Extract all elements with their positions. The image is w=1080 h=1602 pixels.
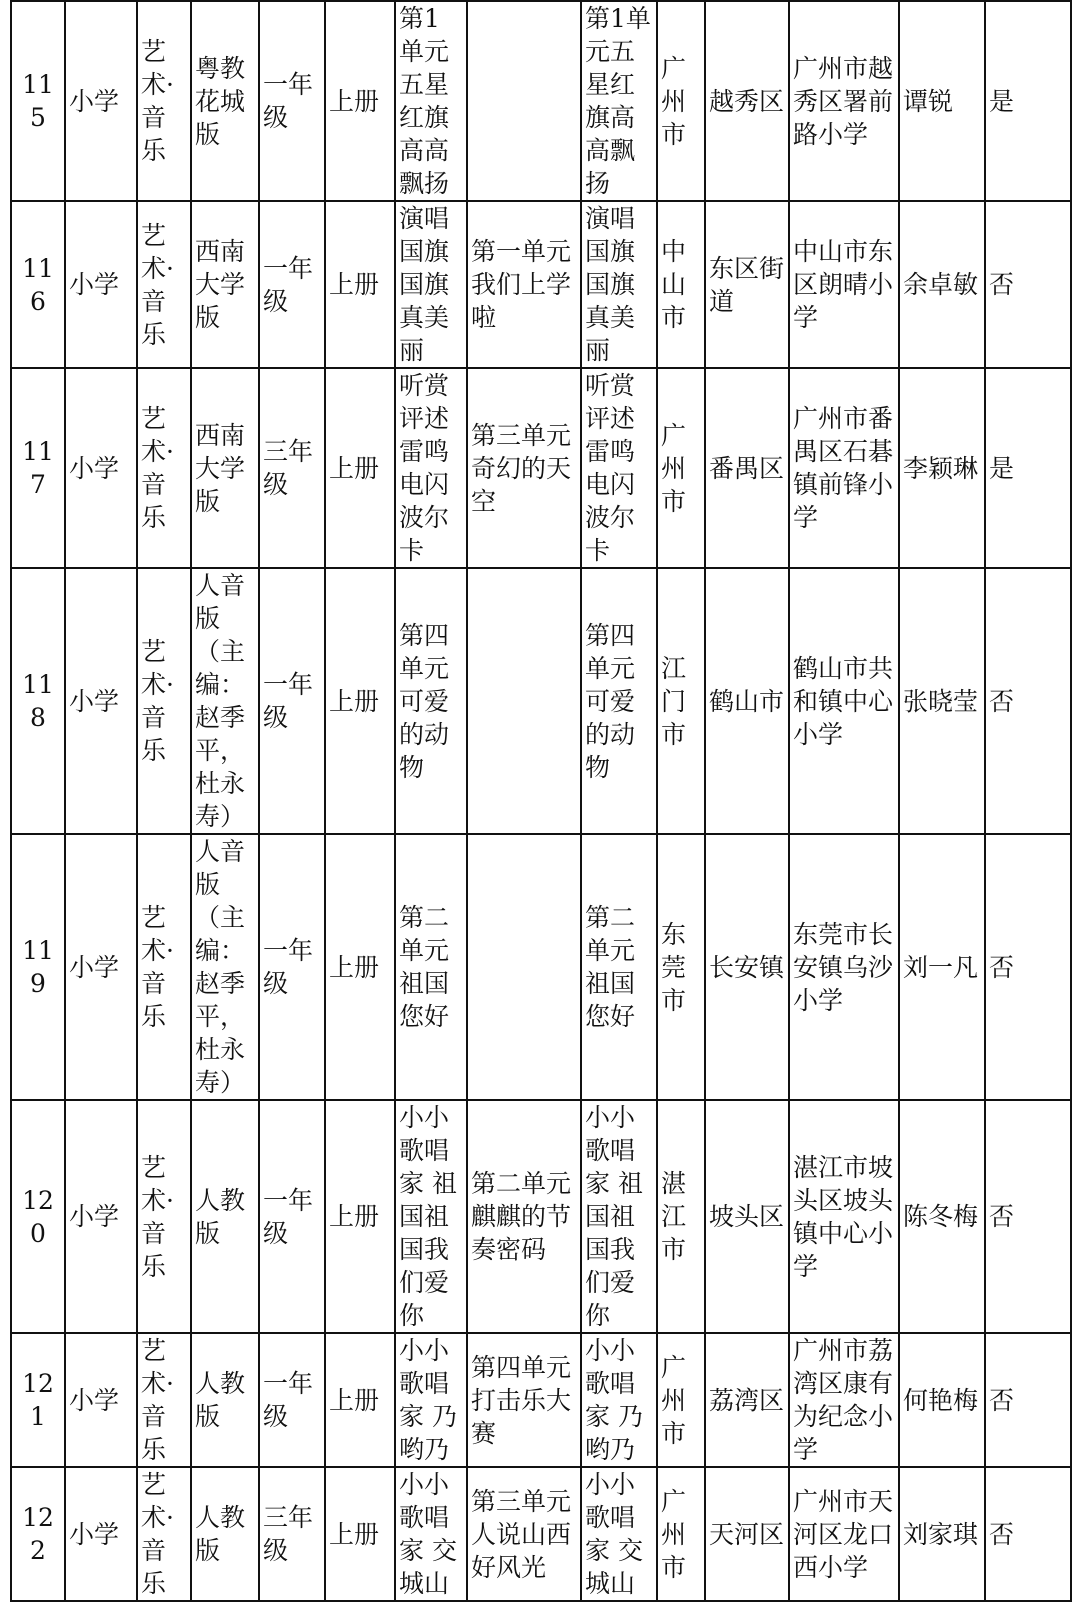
topic-cell: 演唱国旗国旗真美丽	[581, 201, 657, 368]
subject-cell: 艺术·音乐	[137, 834, 191, 1100]
textbook-version-cell: 粤教花城版	[191, 1, 259, 201]
subject-cell: 艺术·音乐	[137, 1467, 191, 1601]
textbook-version-cell: 人音版（主编：赵季平，杜永寿）	[191, 568, 259, 834]
flag-cell: 否	[985, 568, 1071, 834]
row-number-cell: 120	[11, 1100, 65, 1333]
teacher-cell: 陈冬梅	[899, 1100, 985, 1333]
topic-cell: 小小歌唱家 交城山	[581, 1467, 657, 1601]
row-number-cell: 122	[11, 1467, 65, 1601]
lesson-title-cell: 第四单元可爱的动物	[395, 568, 467, 834]
teacher-cell: 刘一凡	[899, 834, 985, 1100]
teacher-cell: 刘家琪	[899, 1467, 985, 1601]
unit-cell: 第三单元人说山西好风光	[467, 1467, 581, 1601]
school-level-cell: 小学	[65, 201, 137, 368]
flag-cell: 是	[985, 1, 1071, 201]
subject-cell: 艺术·音乐	[137, 1, 191, 201]
school-level-cell: 小学	[65, 1, 137, 201]
subject-cell: 艺术·音乐	[137, 1100, 191, 1333]
subject-cell: 艺术·音乐	[137, 201, 191, 368]
flag-cell: 否	[985, 1333, 1071, 1467]
city-cell: 广州市	[657, 1467, 705, 1601]
volume-cell: 上册	[325, 568, 395, 834]
table-body	[11, 1, 1071, 1601]
lesson-title-cell: 小小歌唱家 乃哟乃	[395, 1333, 467, 1467]
subject-cell: 艺术·音乐	[137, 368, 191, 568]
teacher-cell: 余卓敏	[899, 201, 985, 368]
school-cell: 广州市番禺区石碁镇前锋小学	[789, 368, 899, 568]
lesson-title-cell: 小小歌唱家 祖国祖国我们爱你	[395, 1100, 467, 1333]
textbook-version-cell: 西南大学版	[191, 368, 259, 568]
row-number-cell: 115	[11, 1, 65, 201]
city-cell: 江门市	[657, 568, 705, 834]
flag-cell: 否	[985, 201, 1071, 368]
unit-cell: 第二单元麒麒的节奏密码	[467, 1100, 581, 1333]
volume-cell: 上册	[325, 1333, 395, 1467]
flag-cell: 否	[985, 1467, 1071, 1601]
row-number-cell: 117	[11, 368, 65, 568]
grade-cell: 一年级	[259, 201, 325, 368]
unit-cell: 第一单元我们上学啦	[467, 201, 581, 368]
textbook-version-cell: 人教版	[191, 1100, 259, 1333]
city-cell: 广州市	[657, 368, 705, 568]
topic-cell: 第1单元五星红旗高高飘扬	[581, 1, 657, 201]
unit-cell: 第三单元奇幻的天空	[467, 368, 581, 568]
volume-cell: 上册	[325, 1467, 395, 1601]
grade-cell: 一年级	[259, 1, 325, 201]
lesson-title-cell: 第二单元祖国您好	[395, 834, 467, 1100]
volume-cell: 上册	[325, 201, 395, 368]
table-row	[11, 1333, 1071, 1467]
district-cell: 天河区	[705, 1467, 789, 1601]
textbook-version-cell: 西南大学版	[191, 201, 259, 368]
school-level-cell: 小学	[65, 1467, 137, 1601]
city-cell: 湛江市	[657, 1100, 705, 1333]
school-level-cell: 小学	[65, 568, 137, 834]
teacher-cell: 何艳梅	[899, 1333, 985, 1467]
volume-cell: 上册	[325, 1100, 395, 1333]
city-cell: 广州市	[657, 1, 705, 201]
flag-cell: 否	[985, 1100, 1071, 1333]
grade-cell: 一年级	[259, 834, 325, 1100]
topic-cell: 第二单元祖国您好	[581, 834, 657, 1100]
district-cell: 番禺区	[705, 368, 789, 568]
unit-cell	[467, 834, 581, 1100]
topic-cell: 第四单元可爱的动物	[581, 568, 657, 834]
grade-cell: 三年级	[259, 1467, 325, 1601]
table-row	[11, 834, 1071, 1100]
teacher-cell: 李颖琳	[899, 368, 985, 568]
table-row	[11, 568, 1071, 834]
textbook-version-cell: 人教版	[191, 1467, 259, 1601]
subject-cell: 艺术·音乐	[137, 568, 191, 834]
school-level-cell: 小学	[65, 1100, 137, 1333]
grade-cell: 一年级	[259, 568, 325, 834]
city-cell: 东莞市	[657, 834, 705, 1100]
table-row	[11, 1100, 1071, 1333]
row-number-cell: 118	[11, 568, 65, 834]
school-cell: 广州市荔湾区康有为纪念小学	[789, 1333, 899, 1467]
district-cell: 越秀区	[705, 1, 789, 201]
table-row	[11, 201, 1071, 368]
district-cell: 东区街道	[705, 201, 789, 368]
table-row	[11, 1, 1071, 201]
lesson-title-cell: 第1单元五星红旗高高飘扬	[395, 1, 467, 201]
district-cell: 长安镇	[705, 834, 789, 1100]
volume-cell: 上册	[325, 834, 395, 1100]
topic-cell: 小小歌唱家 乃哟乃	[581, 1333, 657, 1467]
flag-cell: 否	[985, 834, 1071, 1100]
lesson-title-cell: 演唱国旗国旗真美丽	[395, 201, 467, 368]
school-level-cell: 小学	[65, 368, 137, 568]
table-row	[11, 1467, 1071, 1601]
school-level-cell: 小学	[65, 1333, 137, 1467]
school-level-cell: 小学	[65, 834, 137, 1100]
flag-cell: 是	[985, 368, 1071, 568]
city-cell: 中山市	[657, 201, 705, 368]
school-cell: 广州市越秀区署前路小学	[789, 1, 899, 201]
school-cell: 广州市天河区龙口西小学	[789, 1467, 899, 1601]
course-table	[10, 0, 1072, 1602]
teacher-cell: 谭锐	[899, 1, 985, 201]
school-cell: 东莞市长安镇乌沙小学	[789, 834, 899, 1100]
grade-cell: 一年级	[259, 1100, 325, 1333]
lesson-title-cell: 听赏评述雷鸣电闪波尔卡	[395, 368, 467, 568]
school-cell: 鹤山市共和镇中心小学	[789, 568, 899, 834]
teacher-cell: 张晓莹	[899, 568, 985, 834]
textbook-version-cell: 人教版	[191, 1333, 259, 1467]
topic-cell: 小小歌唱家 祖国祖国我们爱你	[581, 1100, 657, 1333]
topic-cell: 听赏评述雷鸣电闪波尔卡	[581, 368, 657, 568]
city-cell: 广州市	[657, 1333, 705, 1467]
row-number-cell: 116	[11, 201, 65, 368]
school-cell: 湛江市坡头区坡头镇中心小学	[789, 1100, 899, 1333]
unit-cell	[467, 568, 581, 834]
unit-cell	[467, 1, 581, 201]
row-number-cell: 119	[11, 834, 65, 1100]
grade-cell: 一年级	[259, 1333, 325, 1467]
table-row	[11, 368, 1071, 568]
district-cell: 荔湾区	[705, 1333, 789, 1467]
unit-cell: 第四单元打击乐大赛	[467, 1333, 581, 1467]
school-cell: 中山市东区朗晴小学	[789, 201, 899, 368]
subject-cell: 艺术·音乐	[137, 1333, 191, 1467]
lesson-title-cell: 小小歌唱家 交城山	[395, 1467, 467, 1601]
district-cell: 坡头区	[705, 1100, 789, 1333]
row-number-cell: 121	[11, 1333, 65, 1467]
grade-cell: 三年级	[259, 368, 325, 568]
volume-cell: 上册	[325, 368, 395, 568]
textbook-version-cell: 人音版（主编：赵季平，杜永寿）	[191, 834, 259, 1100]
volume-cell: 上册	[325, 1, 395, 201]
district-cell: 鹤山市	[705, 568, 789, 834]
